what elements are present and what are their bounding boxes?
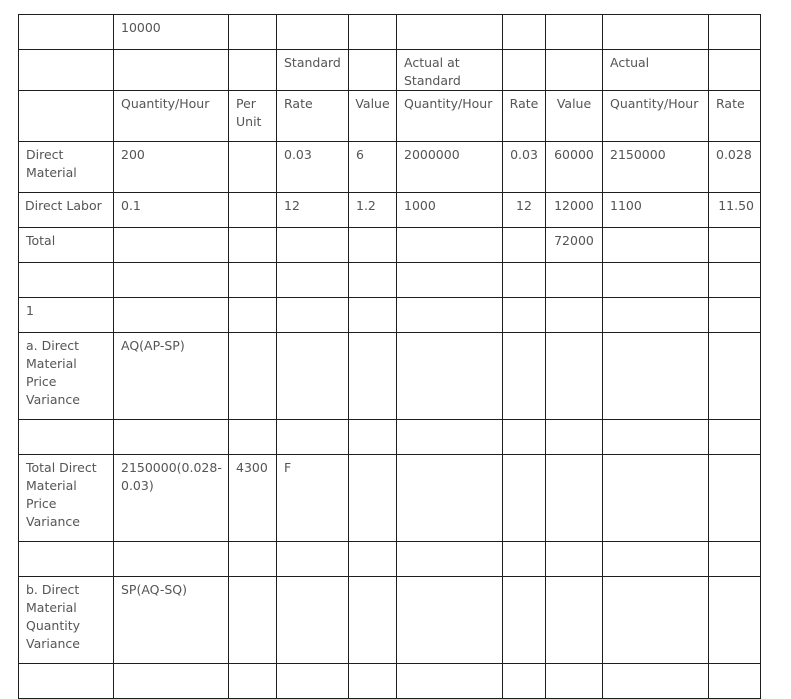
table-cell: Actual at Standard [397, 50, 503, 91]
table-cell [349, 420, 397, 455]
table-cell [114, 664, 229, 699]
table-cell [114, 263, 229, 298]
table-cell: F [277, 455, 349, 542]
table-cell: 12 [503, 193, 546, 228]
table-cell [397, 263, 503, 298]
table-cell [503, 542, 546, 577]
table-cell [349, 228, 397, 263]
table-cell [603, 298, 709, 333]
table-cell: 10000 [114, 15, 229, 50]
variance-spreadsheet [18, 14, 761, 699]
table-cell [277, 298, 349, 333]
table-cell [503, 333, 546, 420]
table-row [19, 228, 761, 263]
table-cell: 0.03 [277, 142, 349, 193]
table-cell [503, 50, 546, 91]
table-row [19, 91, 761, 142]
table-cell: Value [546, 91, 603, 142]
table-cell [397, 15, 503, 50]
table-cell [114, 50, 229, 91]
table-cell [277, 664, 349, 699]
table-cell [546, 263, 603, 298]
table-cell: AQ(AP-SP) [114, 333, 229, 420]
table-cell: 2150000 [603, 142, 709, 193]
table-cell [546, 542, 603, 577]
table-cell: 1000 [397, 193, 503, 228]
table-cell [503, 664, 546, 699]
table-cell [603, 577, 709, 664]
table-cell: a. Direct Material Price Variance [19, 333, 114, 420]
table-cell [603, 15, 709, 50]
table-row [19, 142, 761, 193]
table-cell: 2000000 [397, 142, 503, 193]
table-cell [349, 455, 397, 542]
table-cell: 60000 [546, 142, 603, 193]
table-row [19, 50, 761, 91]
table-cell [19, 263, 114, 298]
table-cell [397, 542, 503, 577]
table-cell [229, 664, 277, 699]
table-cell: 0.1 [114, 193, 229, 228]
table-cell [546, 50, 603, 91]
table-cell [114, 542, 229, 577]
table-cell [19, 542, 114, 577]
table-cell: 1.2 [349, 193, 397, 228]
table-cell [229, 50, 277, 91]
table-cell [397, 228, 503, 263]
table-cell [603, 455, 709, 542]
table-cell [349, 298, 397, 333]
table-cell: Total [19, 228, 114, 263]
table-cell [546, 298, 603, 333]
table-cell: Rate [503, 91, 546, 142]
table-cell [603, 333, 709, 420]
table-cell [397, 298, 503, 333]
table-cell [229, 298, 277, 333]
table-cell [114, 228, 229, 263]
table-row [19, 542, 761, 577]
table-cell [397, 333, 503, 420]
table-cell: Direct Labor [19, 193, 114, 228]
table-cell [709, 542, 761, 577]
table-cell [709, 15, 761, 50]
table-cell [546, 333, 603, 420]
table-cell [229, 142, 277, 193]
table-cell [229, 542, 277, 577]
table-cell [229, 420, 277, 455]
table-cell [503, 228, 546, 263]
table-cell [277, 333, 349, 420]
table-row [19, 333, 761, 420]
table-cell [277, 577, 349, 664]
table-cell [603, 542, 709, 577]
table-cell [503, 15, 546, 50]
table-cell [503, 420, 546, 455]
table-cell: Value [349, 91, 397, 142]
table-cell: 11.50 [709, 193, 761, 228]
table-cell [19, 91, 114, 142]
table-cell [19, 664, 114, 699]
table-cell [709, 333, 761, 420]
table-cell [277, 420, 349, 455]
table-cell: Quantity/Hour [603, 91, 709, 142]
table-cell [546, 577, 603, 664]
table-row [19, 664, 761, 699]
table-cell [503, 577, 546, 664]
table-cell: 6 [349, 142, 397, 193]
table-cell: Per Unit [229, 91, 277, 142]
table-cell [546, 664, 603, 699]
table-cell: Actual [603, 50, 709, 91]
table-cell [229, 263, 277, 298]
table-cell [709, 50, 761, 91]
table-row [19, 193, 761, 228]
table-row [19, 577, 761, 664]
table-row [19, 455, 761, 542]
table-cell [349, 577, 397, 664]
table-cell [277, 15, 349, 50]
table-cell [229, 577, 277, 664]
table-cell [19, 50, 114, 91]
table-cell: Total Direct Material Price Variance [19, 455, 114, 542]
table-cell: 0.03 [503, 142, 546, 193]
table-cell: 4300 [229, 455, 277, 542]
table-cell [114, 420, 229, 455]
table-cell [603, 228, 709, 263]
table-cell [19, 15, 114, 50]
table-row [19, 15, 761, 50]
table-cell: Direct Material [19, 142, 114, 193]
table-cell [503, 455, 546, 542]
table-cell [349, 50, 397, 91]
table-cell [229, 193, 277, 228]
table-cell [349, 263, 397, 298]
table-cell: Quantity/Hour [397, 91, 503, 142]
table-cell [114, 298, 229, 333]
table-cell [19, 420, 114, 455]
table-cell [397, 455, 503, 542]
table-cell: 200 [114, 142, 229, 193]
table-cell: Rate [709, 91, 761, 142]
table-cell [349, 664, 397, 699]
table-cell [709, 298, 761, 333]
table-cell [709, 455, 761, 542]
table-cell [397, 664, 503, 699]
table-row [19, 263, 761, 298]
table-cell [277, 228, 349, 263]
table-cell [229, 333, 277, 420]
table-cell: SP(AQ-SQ) [114, 577, 229, 664]
table-cell [709, 577, 761, 664]
table-cell [277, 542, 349, 577]
table-cell: Standard [277, 50, 349, 91]
table-cell [229, 15, 277, 50]
table-cell: 12 [277, 193, 349, 228]
table-row [19, 298, 761, 333]
table-cell [546, 15, 603, 50]
table-cell [709, 664, 761, 699]
table-row [19, 420, 761, 455]
table-cell [349, 333, 397, 420]
table-cell: 1100 [603, 193, 709, 228]
table-cell: 12000 [546, 193, 603, 228]
table-cell: Quantity/Hour [114, 91, 229, 142]
table-cell [349, 15, 397, 50]
table-cell [277, 263, 349, 298]
table-cell: b. Direct Material Quantity Variance [19, 577, 114, 664]
table-cell [603, 420, 709, 455]
table-cell [503, 298, 546, 333]
table-cell: Rate [277, 91, 349, 142]
table-cell [503, 263, 546, 298]
table-cell [349, 542, 397, 577]
table-cell [709, 228, 761, 263]
table-cell [397, 420, 503, 455]
table-cell [709, 420, 761, 455]
table-cell [603, 664, 709, 699]
table-cell [709, 263, 761, 298]
table-cell [603, 263, 709, 298]
table-cell [546, 420, 603, 455]
table-cell: 1 [19, 298, 114, 333]
table-cell: 0.028 [709, 142, 761, 193]
table-cell [229, 228, 277, 263]
table-cell [546, 455, 603, 542]
table-cell: 72000 [546, 228, 603, 263]
table-cell [397, 577, 503, 664]
table-cell: 2150000(0.028-0.03) [114, 455, 229, 542]
